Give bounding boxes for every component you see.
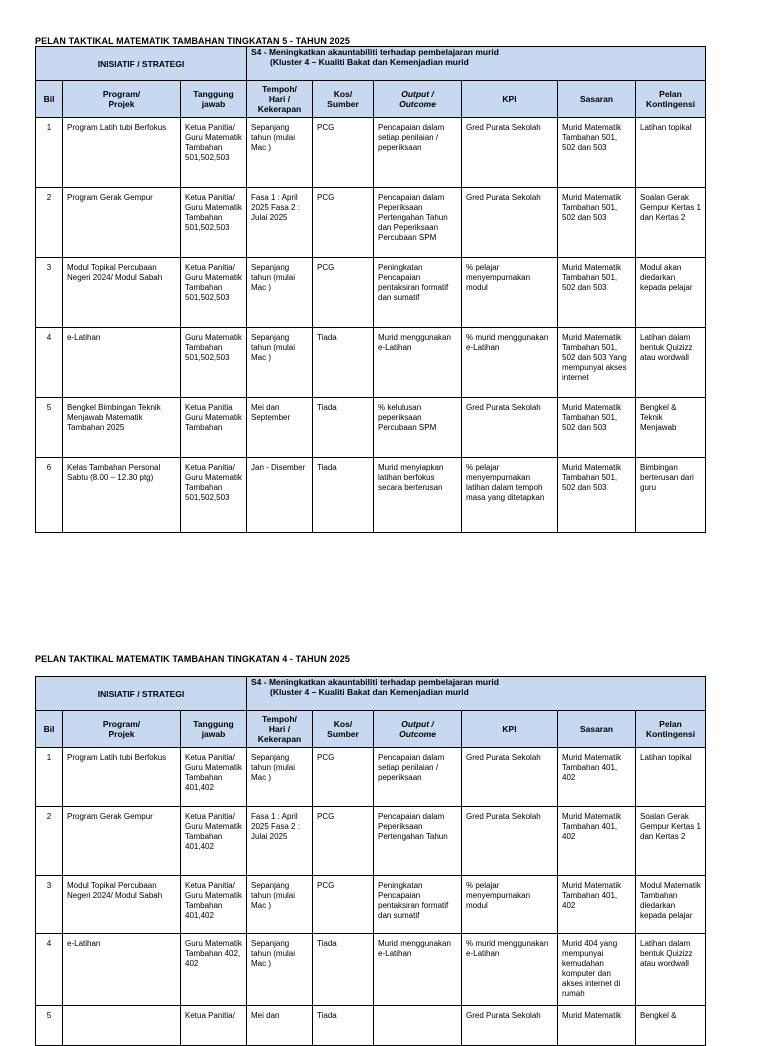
cell-kos: PCG (313, 188, 374, 258)
strategy-line1: S4 - Meningkatkan akauntabiliti terhadap pembelajaran murid (251, 677, 499, 687)
cell-sasaran: Murid Matematik Tambahan 501, 502 dan 503 (558, 458, 636, 533)
doc1-plan-table (35, 46, 706, 533)
cell-sasaran: Murid Matematik Tambahan 401, 402 (558, 807, 636, 876)
cell-sasaran: Murid Matematik (558, 1006, 636, 1046)
cell-kos: Tiada (313, 398, 374, 458)
cell-output: Murid menggunakan e-Latihan (374, 934, 462, 1006)
header-tempoh: Tempoh/ Hari / Kekerapan (247, 81, 313, 118)
cell-tanggung: Guru Matematik Tambahan 402, 402 (181, 934, 247, 1006)
header-bil: Bil (36, 81, 63, 118)
strategy-line2: (Kluster 4 – Kualiti Bakat dan Kemenjadian murid (270, 57, 469, 67)
cell-tanggung: Ketua Panitia/ Guru Matematik Tambahan 401,402 (181, 748, 247, 807)
cell-tanggung: Ketua Panitia/ Guru Matematik Tambahan 501,502,503 (181, 258, 247, 328)
cell-kpi: Gred Purata Sekolah (462, 1006, 558, 1046)
cell-kpi: Gred Purata Sekolah (462, 398, 558, 458)
cell-bil: 2 (36, 807, 63, 876)
cell-kos: Tiada (313, 328, 374, 398)
cell-kos: PCG (313, 258, 374, 328)
cell-sasaran: Murid Matematik Tambahan 501, 502 dan 503 Yang mempunyai akses internet (558, 328, 636, 398)
header-kpi: KPI (462, 711, 558, 748)
cell-tempoh: Sepanjang tahun (mulai Mac ) (247, 748, 313, 807)
strategy-text (247, 677, 706, 711)
header-pelan: Pelan Kontingensi (636, 711, 706, 748)
strategy-label: INISIATIF / STRATEGI (36, 47, 247, 81)
header-pelan: Pelan Kontingensi (636, 81, 706, 118)
table-row (36, 934, 706, 1006)
table-row (36, 188, 706, 258)
cell-bil: 3 (36, 258, 63, 328)
cell-kos: PCG (313, 748, 374, 807)
header-kpi: KPI (462, 81, 558, 118)
doc2-plan-table (35, 676, 706, 1046)
strategy-line2: (Kluster 4 – Kualiti Bakat dan Kemenjadian murid (270, 687, 469, 697)
cell-tempoh: Sepanjang tahun (mulai Mac ) (247, 118, 313, 188)
strategy-line1: S4 - Meningkatkan akauntabiliti terhadap pembelajaran murid (251, 47, 499, 57)
cell-output (374, 1006, 462, 1046)
strategy-label: INISIATIF / STRATEGI (36, 677, 247, 711)
header-bil: Bil (36, 711, 63, 748)
header-kos: Kos/ Sumber (313, 81, 374, 118)
cell-tanggung: Ketua Panitia/ Guru Matematik Tambahan 401,402 (181, 807, 247, 876)
cell-kpi: Gred Purata Sekolah (462, 748, 558, 807)
cell-tempoh: Sepanjang tahun (mulai Mac ) (247, 258, 313, 328)
cell-output: Murid menggunakan e-Latihan (374, 328, 462, 398)
cell-kos: PCG (313, 807, 374, 876)
cell-bil: 3 (36, 876, 63, 934)
cell-program: Program Gerak Gempur (63, 807, 181, 876)
cell-program: Program Gerak Gempur (63, 188, 181, 258)
cell-tempoh: Sepanjang tahun (mulai Mac ) (247, 876, 313, 934)
header-sasaran: Sasaran (558, 711, 636, 748)
cell-output: Pencapaian dalam Peperiksaan Pertengahan Tahun (374, 807, 462, 876)
cell-output: Pencapaian dalam setiap penilaian / peperiksaan (374, 118, 462, 188)
cell-tanggung: Ketua Panitia/ Guru Matematik Tambahan 401,402 (181, 876, 247, 934)
table-row (36, 328, 706, 398)
cell-bil: 4 (36, 934, 63, 1006)
header-kos: Kos/ Sumber (313, 711, 374, 748)
header-tanggung: Tanggung jawab (181, 711, 247, 748)
cell-kpi: % murid menggunakan e-Latihan (462, 328, 558, 398)
cell-sasaran: Murid Matematik Tambahan 501, 502 dan 503 (558, 398, 636, 458)
cell-output: Murid menyiapkan latihan berfokus secara berterusan (374, 458, 462, 533)
cell-kpi: % pelajar menyempurnakan modul (462, 258, 558, 328)
cell-kos: Tiada (313, 458, 374, 533)
cell-pelan: Soalan Gerak Gempur Kertas 1 dan Kertas 2 (636, 807, 706, 876)
cell-program (63, 1006, 181, 1046)
header-row (36, 81, 706, 118)
cell-tanggung: Ketua Panitia Guru Matematik Tambahan (181, 398, 247, 458)
table-row (36, 748, 706, 807)
cell-program: Modul Topikal Percubaan Negeri 2024/ Modul Sabah (63, 876, 181, 934)
header-tanggung: Tanggung jawab (181, 81, 247, 118)
table-row (36, 398, 706, 458)
cell-tanggung: Ketua Panitia/ (181, 1006, 247, 1046)
cell-kpi: % pelajar menyempurnakan modul (462, 876, 558, 934)
cell-pelan: Bengkel & (636, 1006, 706, 1046)
table-row (36, 876, 706, 934)
cell-tanggung: Guru Matematik Tambahan 501,502,503 (181, 328, 247, 398)
doc1-title: PELAN TAKTIKAL MATEMATIK TAMBAHAN TINGKATAN 5 - TAHUN 2025 (35, 36, 350, 46)
cell-output: Pencapaian dalam Peperiksaan Pertengahan Tahun dan Peperiksaan Percubaan SPM (374, 188, 462, 258)
cell-output: % kelulusan peperiksaan Percubaan SPM (374, 398, 462, 458)
cell-sasaran: Murid Matematik Tambahan 501, 502 dan 503 (558, 118, 636, 188)
cell-program: Bengkel Bimbingan Teknik Menjawab Matematik Tambahan 2025 (63, 398, 181, 458)
cell-tempoh: Sepanjang tahun (mulai Mac ) (247, 328, 313, 398)
header-program: Program/ Projek (63, 711, 181, 748)
cell-tempoh: Jan - Disember (247, 458, 313, 533)
cell-tempoh: Fasa 1 : April 2025 Fasa 2 : Julai 2025 (247, 188, 313, 258)
cell-bil: 5 (36, 1006, 63, 1046)
cell-bil: 5 (36, 398, 63, 458)
cell-kos: Tiada (313, 934, 374, 1006)
strategy-text (247, 47, 706, 81)
header-program: Program/ Projek (63, 81, 181, 118)
cell-pelan: Bimbingan berterusan dari guru (636, 458, 706, 533)
cell-pelan: Bengkel & Teknik Menjawab (636, 398, 706, 458)
cell-kpi: % pelajar menyempurnakan latihan dalam tempoh masa yang ditetapkan (462, 458, 558, 533)
cell-program: e-Latihan (63, 934, 181, 1006)
cell-bil: 1 (36, 118, 63, 188)
doc2-title: PELAN TAKTIKAL MATEMATIK TAMBAHAN TINGKATAN 4 - TAHUN 2025 (35, 654, 350, 664)
cell-bil: 1 (36, 748, 63, 807)
cell-sasaran: Murid Matematik Tambahan 401, 402 (558, 748, 636, 807)
cell-tanggung: Ketua Panitia/ Guru Matematik Tambahan 501,502,503 (181, 458, 247, 533)
cell-output: Peningkatan Pencapaian pentaksiran formatif dan sumatif (374, 258, 462, 328)
cell-program: Program Latih tubi Berfokus (63, 748, 181, 807)
cell-bil: 4 (36, 328, 63, 398)
header-tempoh: Tempoh/ Hari / Kekerapan (247, 711, 313, 748)
cell-bil: 6 (36, 458, 63, 533)
header-output: Output / Outcome (374, 81, 462, 118)
cell-tanggung: Ketua Panitia/ Guru Matematik Tambahan 501,502,503 (181, 188, 247, 258)
cell-pelan: Modul akan diedarkan kepada pelajar (636, 258, 706, 328)
cell-pelan: Soalan Gerak Gempur Kertas 1 dan Kertas 2 (636, 188, 706, 258)
cell-output: Pencapaian dalam setiap penilaian / peperiksaan (374, 748, 462, 807)
table-row (36, 458, 706, 533)
cell-program: Program Latih tubi Berfokus (63, 118, 181, 188)
cell-sasaran: Murid Matematik Tambahan 401, 402 (558, 876, 636, 934)
cell-kos: PCG (313, 118, 374, 188)
cell-program: Modul Topikal Percubaan Negeri 2024/ Modul Sabah (63, 258, 181, 328)
cell-bil: 2 (36, 188, 63, 258)
cell-sasaran: Murid Matematik Tambahan 501, 502 dan 503 (558, 258, 636, 328)
cell-tempoh: Mei dan September (247, 398, 313, 458)
cell-pelan: Latihan topikal (636, 748, 706, 807)
cell-tempoh: Sepanjang tahun (mulai Mac ) (247, 934, 313, 1006)
table-row (36, 258, 706, 328)
cell-tanggung: Ketua Panitia/ Guru Matematik Tambahan 501,502,503 (181, 118, 247, 188)
cell-tempoh: Mei dan (247, 1006, 313, 1046)
table-row (36, 807, 706, 876)
cell-program: Kelas Tambahan Personal Sabtu (8.00 – 12.30 ptg) (63, 458, 181, 533)
table-row (36, 118, 706, 188)
cell-pelan: Modul Matematik Tambahan diedarkan kepada pelajar (636, 876, 706, 934)
cell-output: Peningkatan Pencapaian pentaksiran formatif dan sumatif (374, 876, 462, 934)
cell-sasaran: Murid Matematik Tambahan 501, 502 dan 503 (558, 188, 636, 258)
cell-kpi: Gred Purata Sekolah (462, 188, 558, 258)
cell-kpi: Gred Purata Sekolah (462, 807, 558, 876)
cell-kpi: % murid menggunakan e-Latihan (462, 934, 558, 1006)
cell-kos: PCG (313, 876, 374, 934)
cell-kos: Tiada (313, 1006, 374, 1046)
header-output: Output / Outcome (374, 711, 462, 748)
cell-program: e-Latihan (63, 328, 181, 398)
header-row (36, 711, 706, 748)
table-row (36, 1006, 706, 1046)
cell-pelan: Latihan topikal (636, 118, 706, 188)
cell-tempoh: Fasa 1 : April 2025 Fasa 2 : Julai 2025 (247, 807, 313, 876)
cell-pelan: Latihan dalam bentuk Quizizz atau wordwall (636, 934, 706, 1006)
cell-pelan: Latihan dalam bentuk Quizizz atau wordwall (636, 328, 706, 398)
header-sasaran: Sasaran (558, 81, 636, 118)
cell-kpi: Gred Purata Sekolah (462, 118, 558, 188)
cell-sasaran: Murid 404 yang mempunyai kemudahan komputer dan akses internet di rumah (558, 934, 636, 1006)
